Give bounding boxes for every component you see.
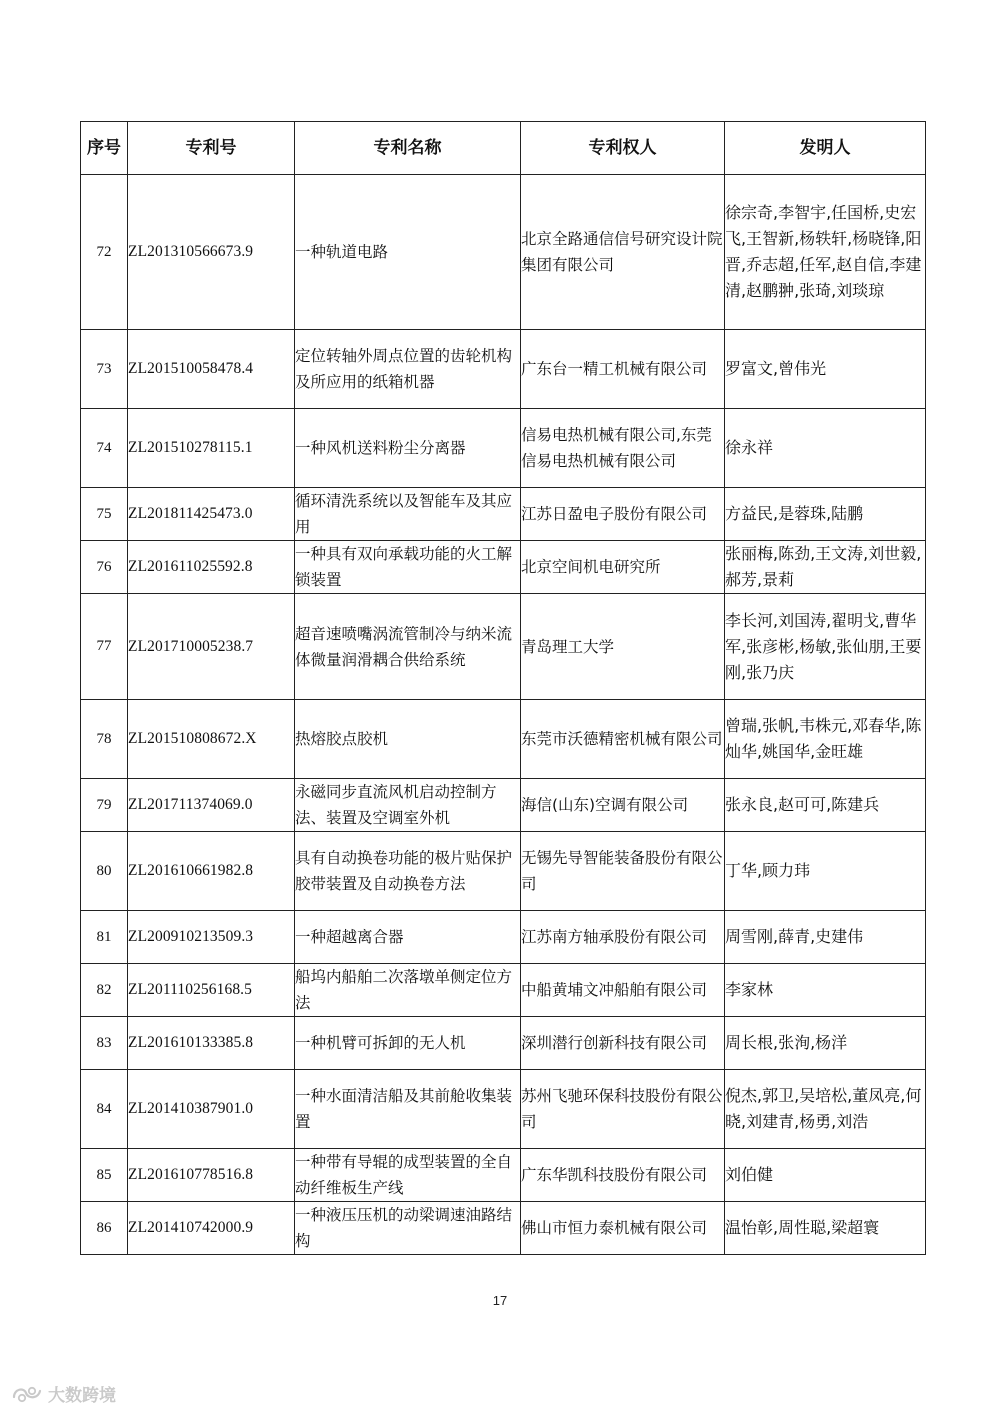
table-row xyxy=(81,964,926,1017)
table-row xyxy=(81,1149,926,1202)
header-patent-name: 专利名称 xyxy=(295,122,521,175)
page-number: 17 xyxy=(492,1293,508,1308)
row-inventors: 周雪刚,薛青,史建伟 xyxy=(725,911,926,964)
row-inventors: 倪杰,郭卫,吴培松,董凤亮,何晓,刘建青,杨勇,刘浩 xyxy=(725,1070,926,1149)
row-inventors: 方益民,是蓉珠,陆鹏 xyxy=(725,488,926,541)
row-owner: 无锡先导智能装备股份有限公司 xyxy=(521,832,725,911)
row-patent-name: 船坞内船舶二次落墩单侧定位方法 xyxy=(295,964,521,1017)
row-owner: 广东台一精工机械有限公司 xyxy=(521,330,725,409)
table-row xyxy=(81,832,926,911)
row-index: 86 xyxy=(81,1202,128,1255)
row-index: 77 xyxy=(81,594,128,700)
row-patent-name: 循环清洗系统以及智能车及其应用 xyxy=(295,488,521,541)
row-patent-no: ZL201410387901.0 xyxy=(128,1070,295,1149)
row-owner: 青岛理工大学 xyxy=(521,594,725,700)
row-index: 75 xyxy=(81,488,128,541)
table-row xyxy=(81,1017,926,1070)
row-index: 78 xyxy=(81,700,128,779)
row-inventors: 丁华,顾力玮 xyxy=(725,832,926,911)
row-owner: 信易电热机械有限公司,东莞信易电热机械有限公司 xyxy=(521,409,725,488)
row-patent-name: 具有自动换卷功能的极片贴保护胶带装置及自动换卷方法 xyxy=(295,832,521,911)
row-patent-name: 一种带有导辊的成型装置的全自动纤维板生产线 xyxy=(295,1149,521,1202)
row-owner: 中船黄埔文冲船舶有限公司 xyxy=(521,964,725,1017)
row-patent-no: ZL201811425473.0 xyxy=(128,488,295,541)
header-index: 序号 xyxy=(81,122,128,175)
row-index: 85 xyxy=(81,1149,128,1202)
row-index: 74 xyxy=(81,409,128,488)
row-inventors: 徐永祥 xyxy=(725,409,926,488)
row-owner: 广东华凯科技股份有限公司 xyxy=(521,1149,725,1202)
watermark xyxy=(10,1381,116,1406)
row-patent-name: 超音速喷嘴涡流管制冷与纳米流体微量润滑耦合供给系统 xyxy=(295,594,521,700)
header-owner: 专利权人 xyxy=(521,122,725,175)
row-patent-no: ZL201310566673.9 xyxy=(128,175,295,330)
row-index: 72 xyxy=(81,175,128,330)
table-row xyxy=(81,330,926,409)
row-owner: 苏州飞驰环保科技股份有限公司 xyxy=(521,1070,725,1149)
row-patent-name: 热熔胶点胶机 xyxy=(295,700,521,779)
row-patent-name: 一种水面清洁船及其前舱收集装置 xyxy=(295,1070,521,1149)
row-patent-name: 一种机臂可拆卸的无人机 xyxy=(295,1017,521,1070)
row-patent-no: ZL201610778516.8 xyxy=(128,1149,295,1202)
table-header-row xyxy=(81,122,926,175)
row-patent-name: 一种风机送料粉尘分离器 xyxy=(295,409,521,488)
row-index: 73 xyxy=(81,330,128,409)
row-patent-no: ZL201611025592.8 xyxy=(128,541,295,594)
row-patent-no: ZL201510278115.1 xyxy=(128,409,295,488)
row-patent-no: ZL201510808672.X xyxy=(128,700,295,779)
row-inventors: 徐宗奇,李智宇,任国桥,史宏飞,王智新,杨轶轩,杨晓锋,阳晋,乔志超,任军,赵自信,李建清,赵鹏翀,张琦,刘琰琼 xyxy=(725,175,926,330)
row-inventors: 李家林 xyxy=(725,964,926,1017)
row-inventors: 温怡彰,周性聪,梁超寰 xyxy=(725,1202,926,1255)
table-row xyxy=(81,700,926,779)
watermark-text: 大数跨境 xyxy=(48,1386,116,1406)
row-patent-name: 一种超越离合器 xyxy=(295,911,521,964)
table-row xyxy=(81,594,926,700)
row-patent-no: ZL201710005238.7 xyxy=(128,594,295,700)
row-index: 83 xyxy=(81,1017,128,1070)
table-row xyxy=(81,488,926,541)
row-inventors: 李长河,刘国涛,翟明戈,曹华军,张彦彬,杨敏,张仙朋,王要刚,张乃庆 xyxy=(725,594,926,700)
row-index: 82 xyxy=(81,964,128,1017)
patent-table xyxy=(80,121,926,1255)
table-row xyxy=(81,409,926,488)
row-patent-no: ZL201510058478.4 xyxy=(128,330,295,409)
row-owner: 江苏南方轴承股份有限公司 xyxy=(521,911,725,964)
row-inventors: 曾瑞,张帆,韦株元,邓春华,陈灿华,姚国华,金旺雄 xyxy=(725,700,926,779)
row-patent-no: ZL201110256168.5 xyxy=(128,964,295,1017)
header-patent-no: 专利号 xyxy=(128,122,295,175)
row-patent-name: 永磁同步直流风机启动控制方法、装置及空调室外机 xyxy=(295,779,521,832)
row-patent-name: 一种液压压机的动梁调速油路结构 xyxy=(295,1202,521,1255)
row-patent-name: 一种具有双向承载功能的火工解锁装置 xyxy=(295,541,521,594)
table-row xyxy=(81,175,926,330)
table-row xyxy=(81,911,926,964)
brand-logo-icon xyxy=(10,1383,44,1405)
table-row xyxy=(81,541,926,594)
row-inventors: 刘伯健 xyxy=(725,1149,926,1202)
row-patent-no: ZL201711374069.0 xyxy=(128,779,295,832)
row-patent-no: ZL200910213509.3 xyxy=(128,911,295,964)
table-row xyxy=(81,1202,926,1255)
row-owner: 江苏日盈电子股份有限公司 xyxy=(521,488,725,541)
row-patent-name: 定位转轴外周点位置的齿轮机构及所应用的纸箱机器 xyxy=(295,330,521,409)
table-row xyxy=(81,779,926,832)
row-owner: 东莞市沃德精密机械有限公司 xyxy=(521,700,725,779)
row-patent-no: ZL201610661982.8 xyxy=(128,832,295,911)
row-owner: 深圳潜行创新科技有限公司 xyxy=(521,1017,725,1070)
row-inventors: 周长根,张洵,杨洋 xyxy=(725,1017,926,1070)
row-owner: 北京全路通信信号研究设计院集团有限公司 xyxy=(521,175,725,330)
row-index: 79 xyxy=(81,779,128,832)
row-owner: 海信(山东)空调有限公司 xyxy=(521,779,725,832)
row-patent-name: 一种轨道电路 xyxy=(295,175,521,330)
row-owner: 北京空间机电研究所 xyxy=(521,541,725,594)
row-index: 81 xyxy=(81,911,128,964)
row-index: 76 xyxy=(81,541,128,594)
row-owner: 佛山市恒力泰机械有限公司 xyxy=(521,1202,725,1255)
table-row xyxy=(81,1070,926,1149)
row-patent-no: ZL201410742000.9 xyxy=(128,1202,295,1255)
row-inventors: 张永良,赵可可,陈建兵 xyxy=(725,779,926,832)
row-inventors: 张丽梅,陈劲,王文涛,刘世毅,郝芳,景莉 xyxy=(725,541,926,594)
row-index: 80 xyxy=(81,832,128,911)
row-index: 84 xyxy=(81,1070,128,1149)
row-patent-no: ZL201610133385.8 xyxy=(128,1017,295,1070)
header-inventors: 发明人 xyxy=(725,122,926,175)
row-inventors: 罗富文,曾伟光 xyxy=(725,330,926,409)
